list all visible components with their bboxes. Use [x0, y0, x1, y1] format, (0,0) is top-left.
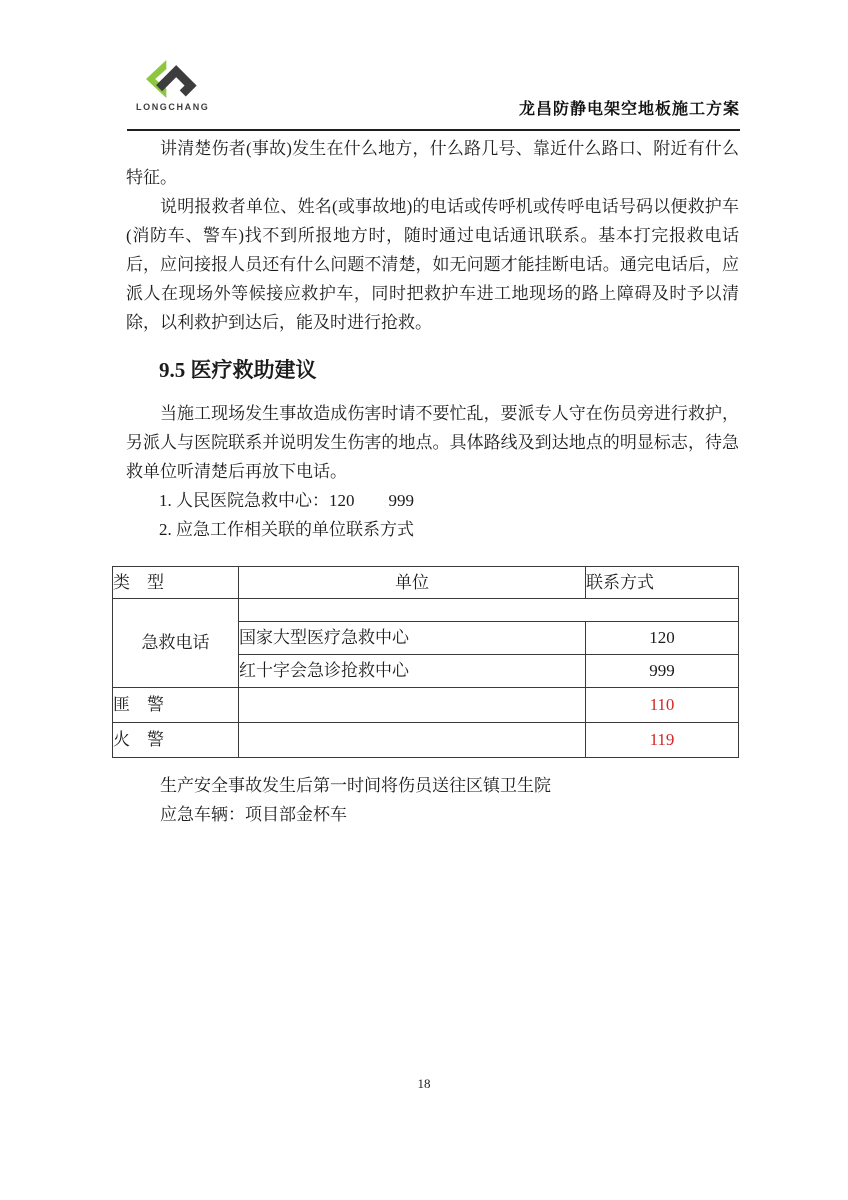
cell-type-police: 匪 警	[113, 688, 239, 723]
cell-number-120: 120	[586, 622, 739, 655]
paragraph-first-aid: 当施工现场发生事故造成伤害时请不要忙乱，要派专人守在伤员旁进行救护，另派人与医院联系并说明发生伤害的地点。具体路线及到达地点的明显标志，待急救单位听清楚后再放下电话。	[126, 404, 739, 481]
page-content	[113, 134, 739, 829]
cell-unit-red-cross: 红十字会急诊抢救中心	[239, 655, 586, 688]
longchang-logo-icon	[136, 58, 206, 100]
brand-name: LONGCHANG	[136, 102, 210, 112]
cell-number-119: 119	[586, 723, 739, 758]
header-cell-contact: 联系方式	[586, 567, 739, 599]
emergency-contact-table	[112, 566, 739, 758]
list-item-contacts: 2. 应急工作相关联的单位联系方式	[159, 520, 414, 539]
note-emergency-vehicle: 应急车辆：项目部金杯车	[160, 805, 347, 824]
note-hospital-transfer: 生产安全事故发生后第一时间将伤员送往区镇卫生院	[160, 776, 551, 795]
section-heading: 9.5 医疗救助建议	[159, 358, 317, 382]
header-cell-unit: 单位	[239, 567, 586, 599]
table-row	[113, 599, 739, 622]
document-title: 龙昌防静电架空地板施工方案	[518, 101, 740, 118]
cell-type-fire: 火 警	[113, 723, 239, 758]
cell-empty	[239, 599, 739, 622]
table-row	[113, 688, 739, 723]
header-cell-type: 类 型	[113, 567, 239, 599]
cell-unit-national-center: 国家大型医疗急救中心	[239, 622, 586, 655]
list-item-hospital: 1. 人民医院急救中心：120 999	[159, 491, 414, 510]
cell-number-999: 999	[586, 655, 739, 688]
table-row	[113, 723, 739, 758]
cell-group-emergency-phone: 急救电话	[113, 599, 239, 688]
table-header-row	[113, 567, 739, 599]
cell-number-110: 110	[586, 688, 739, 723]
paragraph-casualty-location: 讲清楚伤者(事故)发生在什么地方，什么路几号、靠近什么路口、附近有什么特征。	[126, 139, 739, 187]
company-logo	[136, 58, 210, 112]
page-number: 18	[417, 1076, 431, 1091]
cell-empty	[239, 688, 586, 723]
cell-empty	[239, 723, 586, 758]
header-rule	[127, 129, 740, 131]
paragraph-rescue-contact: 说明报救者单位、姓名(或事故地)的电话或传呼机或传呼电话号码以便救护车(消防车、警车)找不到所报地方时，随时通过电话通讯联系。基本打完报救电话后，应问接报人员还有什么问题不清楚，如无问题才能挂断电话。通完电话后，应派人在现场外等候接应救护车，同时把救护车进工地现场的路上障碍及时予以清除，以利救护到达后，能及时进行抢救。	[126, 197, 739, 332]
